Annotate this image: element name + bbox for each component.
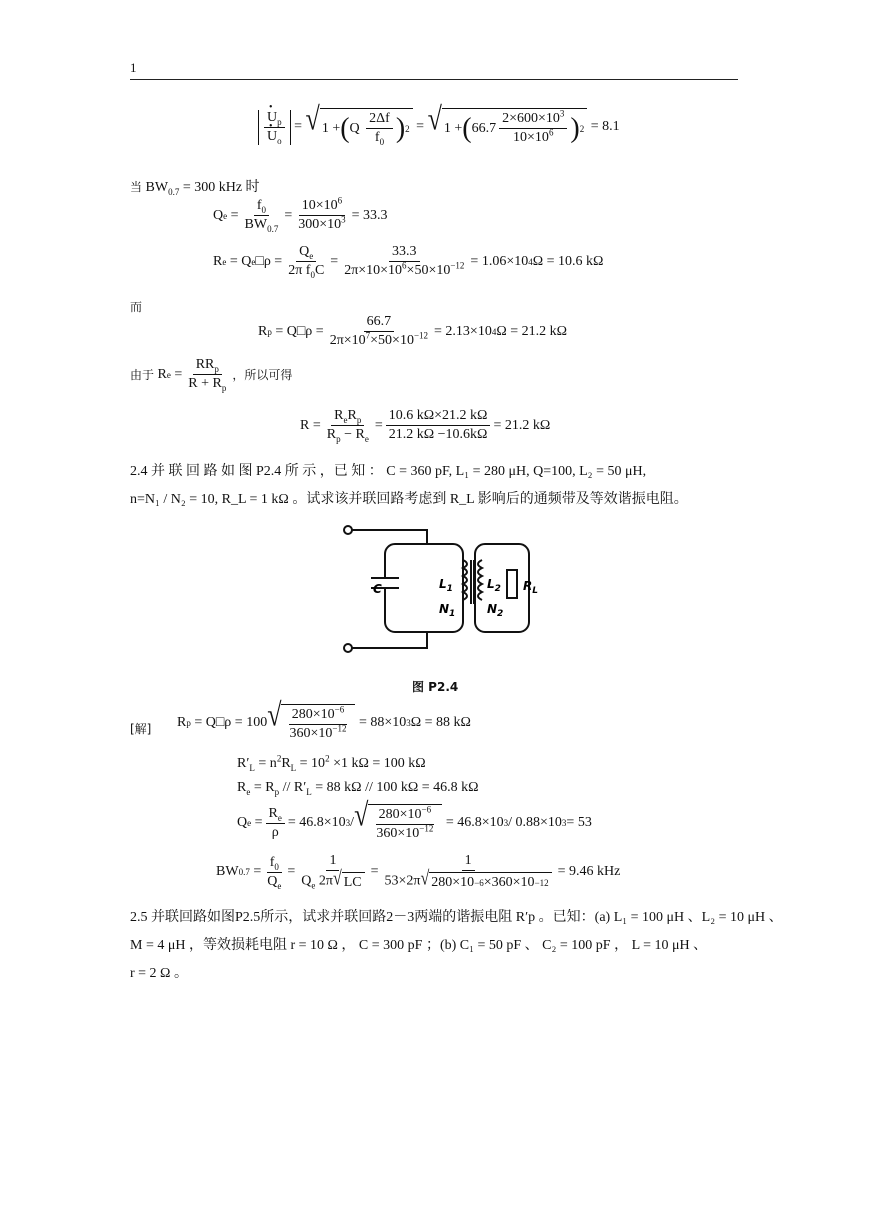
solution-line4: Q e = $\frac{R_e}{\rho}$ = 46.8×10 3 / √ $\frac{280\times 10^{-6}}{360\times 10^{-12}}$ = 46.8×10 3 / 0.88×10 3 = 53 xyxy=(237,796,592,841)
svg-text:L2: $L_2$ xyxy=(487,577,501,594)
solution-line3: $R_e = R_p // R'_L = 88$ kΩ // 100 kΩ = 46.8 kΩ xyxy=(237,780,479,797)
solution-label: [解] xyxy=(130,722,152,736)
problem-2-5-line1: 2.5 并联回路如图P2.5所示，试求并联回路2－3两端的谐振电阻 R′p 。已知：(a) L₁ = 100 μH 、L₂ = 10 μH 、 xyxy=(130,910,783,925)
abs-ratio: • $U_p$ • $U_o$ xyxy=(258,110,291,145)
equation-up-uo: • $U_p$ • $U_o$ = √ 1 + ( Q $\frac{2\Delta f}{f_0}$ ) 2 = √ 1 + ( 66.7 $\frac{2\times 600\times 10^3}{10\times 10^6}$ ) 2 = 8.1 xyxy=(258,108,620,146)
svg-text:N2: $N_2$ xyxy=(487,602,504,619)
problem-2-4-line1: 2.4 并 联 回 路 如 图 P2.4 所 示 ，已 知 ： C = 360 pF, L₁ = 280 μH, Q=100, L₂ = 50 μH, xyxy=(130,464,647,479)
header-rule xyxy=(130,79,738,80)
svg-text:RL: $R_L$ xyxy=(523,579,538,596)
when-bw-line: 当 $BW_{0.7} = 300$ kHz 时 xyxy=(130,180,260,197)
problem-2-5-line3: r = 2 Ω 。 xyxy=(130,966,188,981)
equation-rp: R p = Q□ρ = $\frac{66.7}{2\pi\times 10^7\times 50\times 10^{-12}}$ = 2.13×10 4 Ω = 21.2 kΩ xyxy=(258,314,568,348)
solution-line5: BW 0.7 = $\frac{f_0}{Q_e}$ = 1 $Q_e$ 2π √ LC = 1 53×2π √ 280×10 −6 ×360×10 −12 = 9.46 kHz xyxy=(216,853,621,891)
solution-line2: $R'_L = n^2R_L = 10^2 \times 1$ kΩ = 100 kΩ xyxy=(237,753,426,773)
and-text: 而 xyxy=(130,300,143,314)
svg-text:N1: $N_1$ xyxy=(439,602,456,619)
page-number: 1 xyxy=(130,60,137,75)
figure-caption: 图 P2.4 xyxy=(412,680,459,694)
svg-text:L1: $L_1$ xyxy=(439,577,453,594)
problem-2-5-line2: M = 4 μH ，等效损耗电阻 r = 10 Ω ， C = 300 pF ；(b) C₁ = 50 pF 、 C₂ = 100 pF ， L = 10 μH 、 xyxy=(130,938,708,953)
solution-line1: R p = Q□ρ = 100 √ $\frac{280\times 10^{-6}}{360\times 10^{-12}}$ = 88×10 3 Ω = 88 kΩ xyxy=(177,696,471,741)
since-line: 由于 R e = $\frac{RR_p}{R + R_p}$ ，所以可得 xyxy=(130,357,293,393)
equation-re: R e = Q e □ρ = $\frac{Q_e}{2\pi f_0C}$ = $\frac{33.3}{2\pi\times 10\times 10^6\times 50\times 10^{-12}}$ = 1.06×10 4 Ω = 10.6 kΩ xyxy=(213,244,604,280)
equation-r: R = $\frac{R_eR_p}{R_p - R_e}$ = $\frac{10.6 k\Omega\times 21.2 k\Omega}{21.2 k\Omega -10.6k\Omega}$ = 21.2 kΩ xyxy=(300,408,551,444)
label-c: C xyxy=(373,582,382,596)
equation-qe: Q e = $\frac{f_0}{BW_{0.7}}$ = $\frac{10\times 10^6}{300\times 10^3}$ = 33.3 xyxy=(213,195,388,234)
circuit-figure-p2-4 xyxy=(335,518,555,658)
problem-2-4-line2: n=N₁ / N₂ = 10, R_L = 1 kΩ 。试求该并联回路考虑到 R_L 影响后的通频带及等效谐振电阻。 xyxy=(130,492,688,507)
